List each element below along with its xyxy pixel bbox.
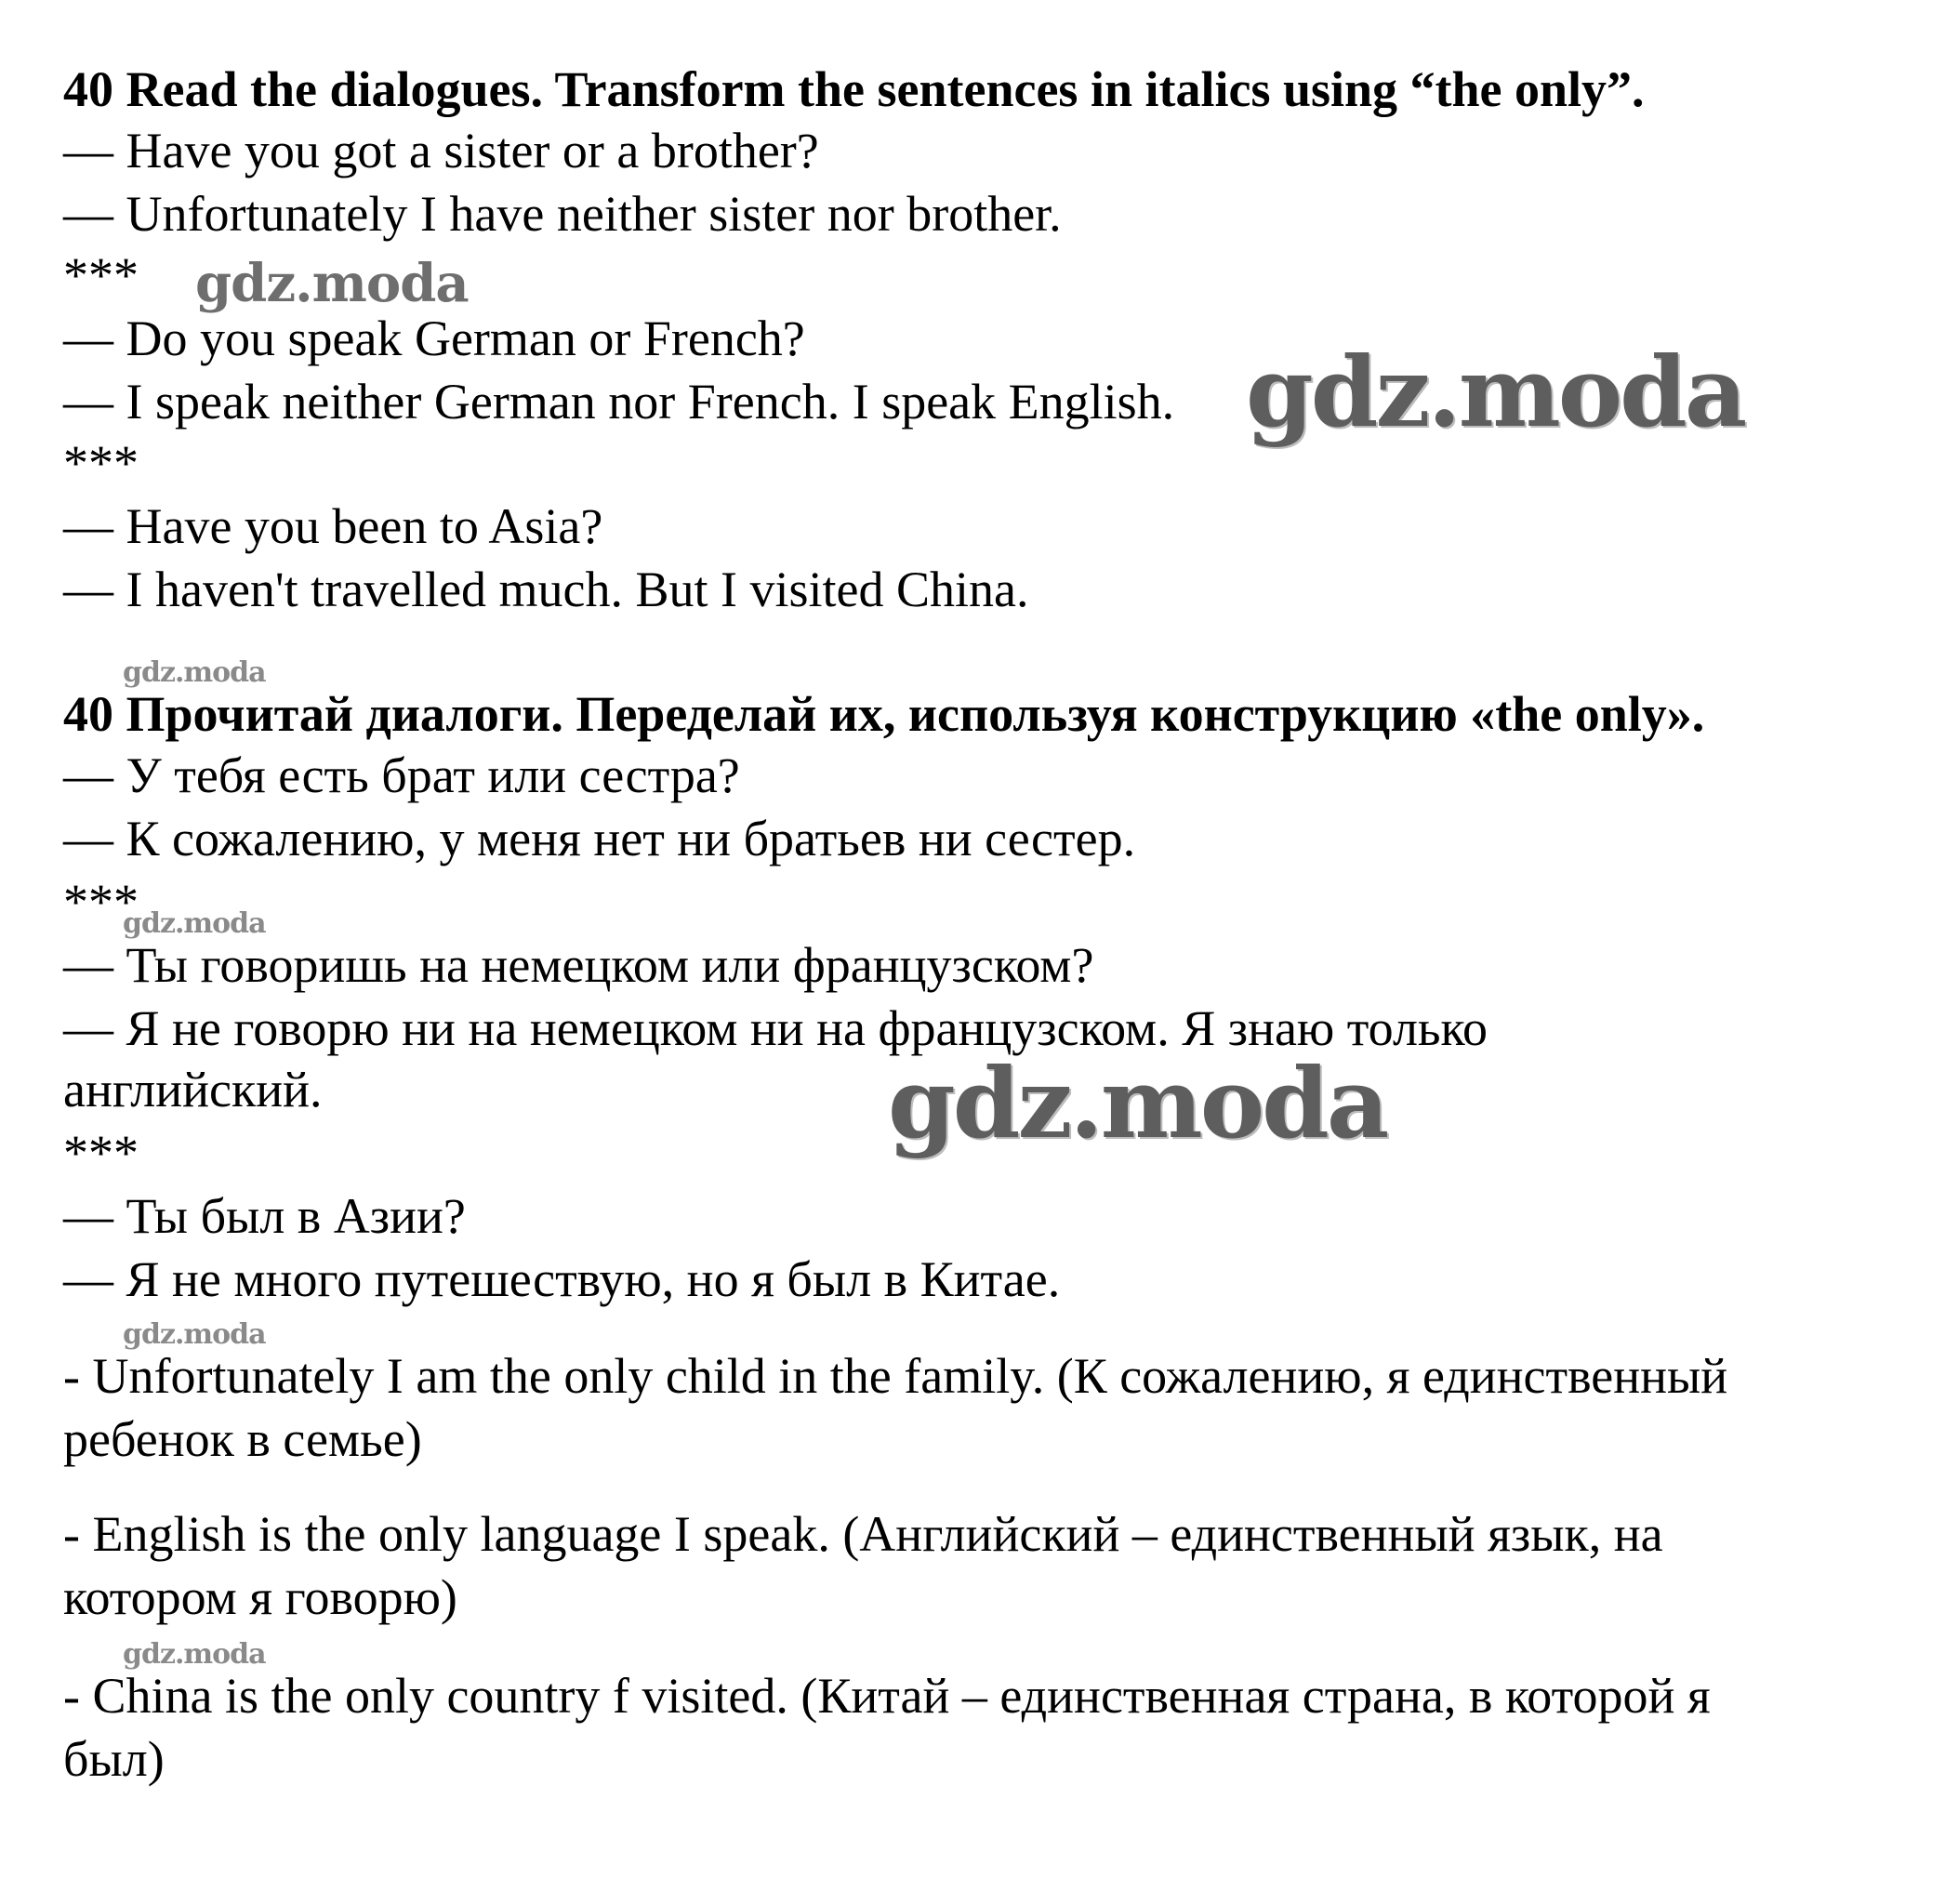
watermark: gdz.moda	[195, 253, 469, 314]
answer-line: - English is the only language I speak. (Английский – единственный язык, на	[63, 1506, 1663, 1562]
answer-line: - China is the only country f visited. (Китай – единственная страна, в которой я	[63, 1668, 1711, 1724]
dialogue-line: английский.	[63, 1062, 323, 1117]
answer-line: котором я говорю)	[63, 1569, 457, 1625]
dialogue-line: — Я не говорю ни на немецком ни на французском. Я знаю только	[63, 1000, 1488, 1056]
russian-heading: 40 Прочитай диалоги. Переделай их, используя конструкцию «the only».	[63, 686, 1705, 742]
dialogue-line: — У тебя есть брат или сестра?	[63, 747, 740, 803]
english-heading: 40 Read the dialogues. Transform the sentences in italics using “the only”.	[63, 61, 1645, 117]
dialogue-line: — Have you got a sister or a brother?	[63, 123, 819, 178]
answer-line: был)	[63, 1731, 165, 1787]
dialogue-line: — Unfortunately I have neither sister nor brother.	[63, 186, 1062, 242]
dialogue-line: — Ты говоришь на немецком или французском?	[63, 937, 1094, 993]
watermark: gdz.moda	[123, 907, 266, 940]
dialogue-line: — I haven't travelled much. But I visited China.	[63, 562, 1029, 617]
dialogue-line: — Do you speak German or French?	[63, 311, 805, 366]
dialogue-line: — Ты был в Азии?	[63, 1188, 466, 1244]
watermark: gdz.moda	[888, 1046, 1387, 1160]
watermark: gdz.moda	[1246, 335, 1745, 449]
dialogue-line: — К сожалению, у меня нет ни братьев ни сестер.	[63, 811, 1136, 866]
watermark: gdz.moda	[123, 656, 266, 689]
answer-line: ребенок в семье)	[63, 1411, 422, 1467]
watermark: gdz.moda	[123, 1318, 266, 1351]
separator: ***	[63, 1125, 139, 1181]
separator: ***	[63, 874, 139, 930]
dialogue-line: — I speak neither German nor French. I speak English.	[63, 374, 1175, 430]
answer-line: - Unfortunately I am the only child in the family. (К сожалению, я единственный	[63, 1348, 1728, 1404]
separator: ***	[63, 435, 139, 491]
dialogue-line: — Я не много путешествую, но я был в Китае.	[63, 1251, 1061, 1307]
watermark: gdz.moda	[123, 1638, 266, 1671]
dialogue-line: — Have you been to Asia?	[63, 498, 603, 554]
separator: ***	[63, 247, 139, 303]
